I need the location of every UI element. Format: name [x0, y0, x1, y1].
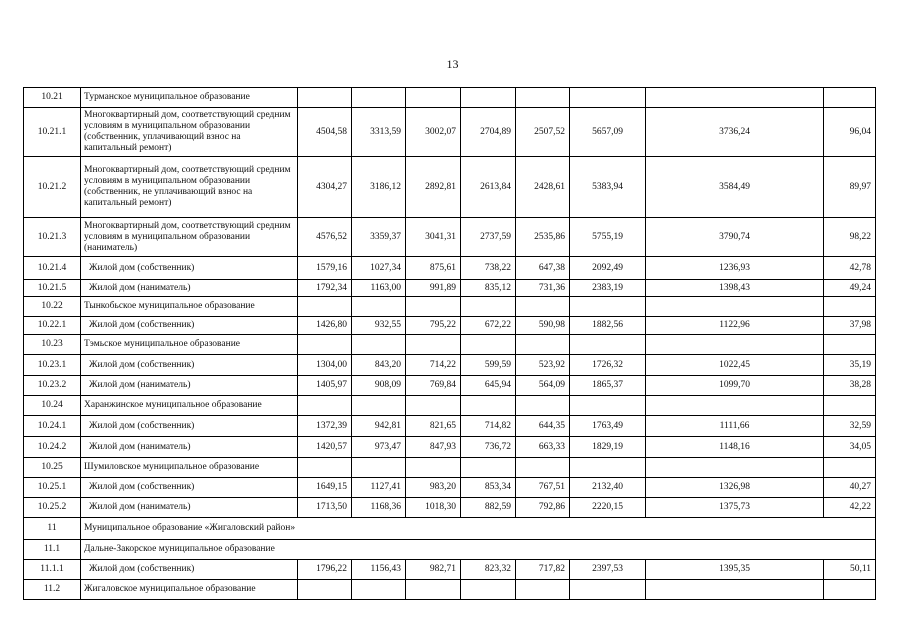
value-cell [461, 297, 516, 317]
row-name: Жигаловское муниципальное образование [81, 580, 298, 600]
table-row [24, 157, 876, 218]
value-cell [516, 297, 570, 317]
table-row [24, 108, 876, 157]
value-cell [516, 396, 570, 416]
table-row [24, 355, 876, 376]
row-name: Турманское муниципальное образование [81, 88, 298, 108]
group-row [24, 396, 876, 416]
value-cell: 714,82 [461, 416, 516, 437]
value-cell [570, 580, 646, 600]
row-code: 11.2 [24, 580, 81, 600]
value-cell: 3359,37 [352, 218, 406, 257]
value-cell: 647,38 [516, 257, 570, 280]
value-cell [646, 396, 824, 416]
value-cell: 2092,49 [570, 257, 646, 280]
value-cell [352, 458, 406, 478]
value-cell [406, 88, 461, 108]
value-cell [461, 88, 516, 108]
value-cell: 663,33 [516, 437, 570, 458]
value-cell [461, 335, 516, 355]
table-row [24, 376, 876, 396]
value-cell [516, 335, 570, 355]
value-cell: 3002,07 [406, 108, 461, 157]
group-row [24, 297, 876, 317]
value-cell: 40,27 [824, 478, 876, 498]
value-cell: 672,22 [461, 317, 516, 335]
row-code: 10.24.2 [24, 437, 81, 458]
row-code: 10.21.5 [24, 280, 81, 297]
value-cell: 1236,93 [646, 257, 824, 280]
value-cell: 98,22 [824, 218, 876, 257]
value-cell [298, 458, 352, 478]
value-cell: 590,98 [516, 317, 570, 335]
row-code: 10.25.1 [24, 478, 81, 498]
value-cell: 853,34 [461, 478, 516, 498]
table-row [24, 498, 876, 518]
value-cell: 908,09 [352, 376, 406, 396]
value-cell: 34,05 [824, 437, 876, 458]
row-name: Тэмьское муниципальное образование [81, 335, 298, 355]
value-cell [352, 297, 406, 317]
value-cell [824, 297, 876, 317]
value-cell [406, 396, 461, 416]
value-cell [461, 458, 516, 478]
value-cell: 96,04 [824, 108, 876, 157]
value-cell [570, 297, 646, 317]
value-cell: 767,51 [516, 478, 570, 498]
value-cell: 991,89 [406, 280, 461, 297]
value-cell: 1579,16 [298, 257, 352, 280]
value-cell: 38,28 [824, 376, 876, 396]
row-name: Жилой дом (собственник) [81, 478, 298, 498]
value-cell: 1405,97 [298, 376, 352, 396]
row-code: 11.1.1 [24, 560, 81, 580]
row-name: Шумиловское муниципальное образование [81, 458, 298, 478]
value-cell: 2613,84 [461, 157, 516, 218]
row-code: 10.21.4 [24, 257, 81, 280]
value-cell: 731,36 [516, 280, 570, 297]
value-cell: 2397,53 [570, 560, 646, 580]
value-cell: 3736,24 [646, 108, 824, 157]
value-cell: 2132,40 [570, 478, 646, 498]
table-row [24, 478, 876, 498]
value-cell: 769,84 [406, 376, 461, 396]
value-cell: 1726,32 [570, 355, 646, 376]
value-cell [646, 88, 824, 108]
row-code: 10.23.1 [24, 355, 81, 376]
value-cell [461, 396, 516, 416]
value-cell [298, 396, 352, 416]
value-cell: 645,94 [461, 376, 516, 396]
value-cell: 3584,49 [646, 157, 824, 218]
value-cell: 2535,86 [516, 218, 570, 257]
value-cell: 821,65 [406, 416, 461, 437]
value-cell: 942,81 [352, 416, 406, 437]
table-body [24, 88, 876, 600]
value-cell: 717,82 [516, 560, 570, 580]
value-cell [646, 297, 824, 317]
value-cell: 973,47 [352, 437, 406, 458]
value-cell: 4576,52 [298, 218, 352, 257]
row-code: 10.21.2 [24, 157, 81, 218]
row-code: 10.22.1 [24, 317, 81, 335]
value-cell [824, 580, 876, 600]
value-cell: 564,09 [516, 376, 570, 396]
value-cell: 1156,43 [352, 560, 406, 580]
value-cell [406, 297, 461, 317]
row-code: 11.1 [24, 540, 81, 560]
value-cell [516, 580, 570, 600]
value-cell: 1111,66 [646, 416, 824, 437]
value-cell: 32,59 [824, 416, 876, 437]
value-cell: 1099,70 [646, 376, 824, 396]
value-cell: 1148,16 [646, 437, 824, 458]
value-cell: 1792,34 [298, 280, 352, 297]
value-cell: 875,61 [406, 257, 461, 280]
value-cell [298, 335, 352, 355]
row-code: 10.24 [24, 396, 81, 416]
value-cell: 982,71 [406, 560, 461, 580]
row-name: Жилой дом (наниматель) [81, 437, 298, 458]
row-name: Многоквартирный дом, соответствующий средним условиям в муниципальном образовании (собственник, не уплачивающий взнос на капитальный ремонт) [81, 157, 298, 218]
value-cell: 738,22 [461, 257, 516, 280]
row-code: 10.21.3 [24, 218, 81, 257]
value-cell: 89,97 [824, 157, 876, 218]
value-cell: 1420,57 [298, 437, 352, 458]
value-cell: 2220,15 [570, 498, 646, 518]
value-cell [298, 580, 352, 600]
row-code: 10.21 [24, 88, 81, 108]
table-row [24, 437, 876, 458]
table-row [24, 317, 876, 335]
group-row [24, 458, 876, 478]
value-cell: 1649,15 [298, 478, 352, 498]
value-cell: 1426,80 [298, 317, 352, 335]
value-cell: 795,22 [406, 317, 461, 335]
value-cell: 714,22 [406, 355, 461, 376]
value-cell: 3186,12 [352, 157, 406, 218]
value-cell: 4304,27 [298, 157, 352, 218]
value-cell: 983,20 [406, 478, 461, 498]
row-name: Тынкобьское муниципальное образование [81, 297, 298, 317]
value-cell: 932,55 [352, 317, 406, 335]
group-row [24, 540, 876, 560]
value-cell: 823,32 [461, 560, 516, 580]
value-cell: 1168,36 [352, 498, 406, 518]
value-cell: 50,11 [824, 560, 876, 580]
value-cell: 42,22 [824, 498, 876, 518]
value-cell: 792,86 [516, 498, 570, 518]
table-row [24, 560, 876, 580]
table-row [24, 280, 876, 297]
value-cell [352, 580, 406, 600]
value-cell [352, 396, 406, 416]
table-row [24, 218, 876, 257]
value-cell: 523,92 [516, 355, 570, 376]
value-cell: 835,12 [461, 280, 516, 297]
value-cell [352, 88, 406, 108]
value-cell: 5755,19 [570, 218, 646, 257]
value-cell: 1829,19 [570, 437, 646, 458]
row-name: Жилой дом (собственник) [81, 317, 298, 335]
page-number: 13 [446, 57, 459, 71]
value-cell: 843,20 [352, 355, 406, 376]
value-cell: 3313,59 [352, 108, 406, 157]
value-cell [824, 88, 876, 108]
value-cell: 1763,49 [570, 416, 646, 437]
group-row [24, 580, 876, 600]
group-row [24, 88, 876, 108]
value-cell [646, 335, 824, 355]
value-cell: 736,72 [461, 437, 516, 458]
value-cell: 599,59 [461, 355, 516, 376]
value-cell [406, 580, 461, 600]
row-name: Харанжинское муниципальное образование [81, 396, 298, 416]
row-name: Жилой дом (собственник) [81, 257, 298, 280]
value-cell: 35,19 [824, 355, 876, 376]
value-cell: 1122,96 [646, 317, 824, 335]
table-row [24, 257, 876, 280]
row-name: Многоквартирный дом, соответствующий средним условиям в муниципальном образовании (наниматель) [81, 218, 298, 257]
value-cell [406, 458, 461, 478]
row-name: Жилой дом (наниматель) [81, 376, 298, 396]
value-cell: 3041,31 [406, 218, 461, 257]
value-cell [352, 335, 406, 355]
value-cell [461, 580, 516, 600]
row-code: 10.21.1 [24, 108, 81, 157]
value-cell: 3790,74 [646, 218, 824, 257]
value-cell: 1796,22 [298, 560, 352, 580]
value-cell: 1395,35 [646, 560, 824, 580]
row-code: 10.25.2 [24, 498, 81, 518]
value-cell: 1304,00 [298, 355, 352, 376]
value-cell: 1882,56 [570, 317, 646, 335]
value-cell: 1372,39 [298, 416, 352, 437]
value-cell [516, 88, 570, 108]
row-code: 10.24.1 [24, 416, 81, 437]
value-cell: 1027,34 [352, 257, 406, 280]
value-cell [824, 335, 876, 355]
value-cell [516, 458, 570, 478]
value-cell: 1018,30 [406, 498, 461, 518]
value-cell [406, 335, 461, 355]
row-name: Жилой дом (собственник) [81, 416, 298, 437]
row-code: 10.23.2 [24, 376, 81, 396]
value-cell [298, 297, 352, 317]
row-name: Дальне-Закорское муниципальное образование [81, 540, 876, 560]
value-cell [298, 88, 352, 108]
row-code: 10.22 [24, 297, 81, 317]
value-cell: 1398,43 [646, 280, 824, 297]
value-cell [570, 88, 646, 108]
value-cell [570, 335, 646, 355]
row-name: Жилой дом (наниматель) [81, 498, 298, 518]
value-cell [824, 458, 876, 478]
value-cell: 644,35 [516, 416, 570, 437]
value-cell: 2507,52 [516, 108, 570, 157]
tariff-table [23, 87, 876, 600]
value-cell: 1022,45 [646, 355, 824, 376]
row-code: 11 [24, 518, 81, 540]
value-cell: 49,24 [824, 280, 876, 297]
row-name: Многоквартирный дом, соответствующий средним условиям в муниципальном образовании (собственник, уплачивающий взнос на капитальный ремонт) [81, 108, 298, 157]
value-cell: 1865,37 [570, 376, 646, 396]
value-cell: 5383,94 [570, 157, 646, 218]
value-cell [646, 580, 824, 600]
value-cell [570, 396, 646, 416]
value-cell [646, 458, 824, 478]
row-name: Жилой дом (собственник) [81, 355, 298, 376]
value-cell: 1163,00 [352, 280, 406, 297]
value-cell: 2383,19 [570, 280, 646, 297]
value-cell: 4504,58 [298, 108, 352, 157]
row-name: Жилой дом (собственник) [81, 560, 298, 580]
value-cell: 1326,98 [646, 478, 824, 498]
value-cell: 2892,81 [406, 157, 461, 218]
group-row [24, 335, 876, 355]
row-code: 10.25 [24, 458, 81, 478]
row-name: Муниципальное образование «Жигаловский район» [81, 518, 876, 540]
value-cell: 882,59 [461, 498, 516, 518]
value-cell [824, 396, 876, 416]
value-cell: 1127,41 [352, 478, 406, 498]
value-cell: 2428,61 [516, 157, 570, 218]
value-cell [570, 458, 646, 478]
table-row [24, 416, 876, 437]
row-name: Жилой дом (наниматель) [81, 280, 298, 297]
value-cell: 2704,89 [461, 108, 516, 157]
value-cell: 37,98 [824, 317, 876, 335]
row-code: 10.23 [24, 335, 81, 355]
value-cell: 2737,59 [461, 218, 516, 257]
group-row [24, 518, 876, 540]
value-cell: 1713,50 [298, 498, 352, 518]
value-cell: 847,93 [406, 437, 461, 458]
value-cell: 5657,09 [570, 108, 646, 157]
value-cell: 42,78 [824, 257, 876, 280]
value-cell: 1375,73 [646, 498, 824, 518]
